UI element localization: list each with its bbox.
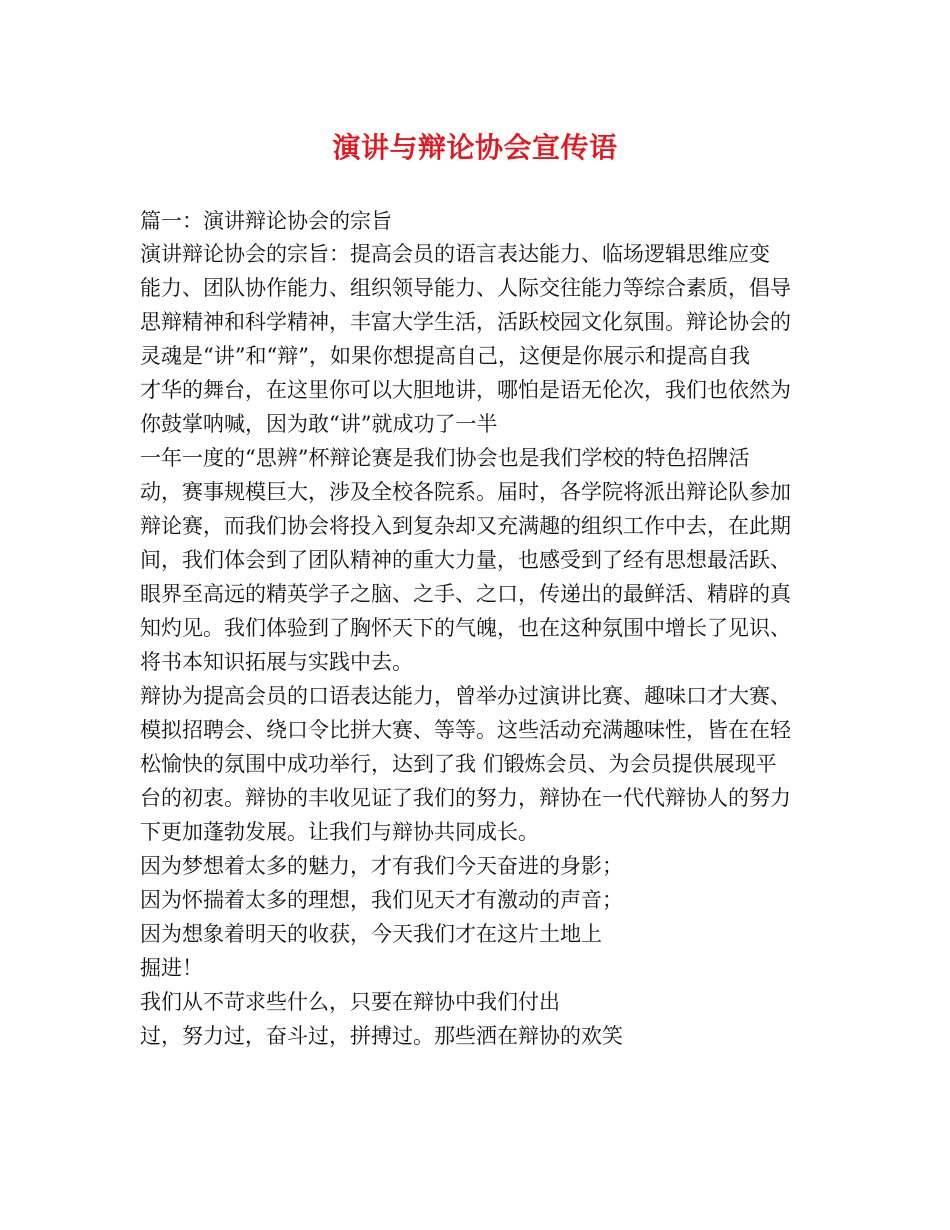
paragraph-line: 演讲辩论协会的宗旨：提高会员的语言表达能力、临场逻辑思维应变	[140, 242, 770, 266]
paragraph-line: 能力、团队协作能力、组织领导能力、人际交往能力等综合素质，倡导	[140, 276, 791, 300]
paragraph-line: 间，我们体会到了团队精神的重大力量，也感受到了经有思想最活跃、	[140, 548, 791, 572]
paragraph-line: 动，赛事规模巨大，涉及全校各院系。届时，各学院将派出辩论队参加	[140, 480, 791, 504]
paragraph-line: 松愉快的氛围中成功举行，达到了我 们锻炼会员、为会员提供展现平	[140, 752, 777, 776]
paragraph-line: 因为想象着明天的收获，今天我们才在这片土地上	[140, 922, 602, 946]
paragraph-line: 你鼓掌呐喊，因为敢“讲”就成功了一半	[140, 412, 498, 436]
paragraph-line: 因为梦想着太多的魅力，才有我们今天奋进的身影；	[140, 854, 623, 878]
paragraph-line: 辩协为提高会员的口语表达能力，曾举办过演讲比赛、趣味口才大赛、	[140, 684, 791, 708]
paragraph-line: 台的初衷。辩协的丰收见证了我们的努力，辩协在一代代辩协人的努力	[140, 786, 791, 810]
paragraph-line: 将书本知识拓展与实践中去。	[140, 650, 413, 674]
paragraph-line: 眼界至高远的精英学子之脑、之手、之口，传递出的最鲜活、精辟的真	[140, 582, 791, 606]
paragraph-line: 灵魂是“讲”和“辩”，如果你想提高自己，这便是你展示和提高自我	[140, 344, 750, 368]
document-title: 演讲与辩论协会宣传语	[332, 131, 618, 164]
paragraph-line: 下更加蓬勃发展。让我们与辩协共同成长。	[140, 820, 539, 844]
paragraph-line: 一年一度的“思辨”杯辩论赛是我们协会也是我们学校的特色招牌活	[140, 446, 750, 470]
paragraph-line: 模拟招聘会、绕口令比拼大赛、等等。这些活动充满趣味性，皆在在轻	[140, 718, 791, 742]
paragraph-line: 掘进！	[140, 956, 203, 980]
section-heading: 篇一：演讲辩论协会的宗旨	[140, 209, 392, 233]
paragraph-line: 知灼见。我们体验到了胸怀天下的气魄，也在这种氛围中增长了见识、	[140, 616, 791, 640]
paragraph-line: 思辩精神和科学精神，丰富大学生活，活跃校园文化氛围。辩论协会的	[140, 310, 791, 334]
paragraph-line: 我们从不苛求些什么，只要在辩协中我们付出	[140, 990, 560, 1014]
paragraph-line: 才华的舞台，在这里你可以大胆地讲，哪怕是语无伦次，我们也依然为	[140, 378, 791, 402]
paragraph-line: 过，努力过，奋斗过，拼搏过。那些洒在辩协的欢笑	[140, 1024, 623, 1048]
paragraph-line: 因为怀揣着太多的理想，我们见天才有激动的声音；	[140, 888, 623, 912]
paragraph-line: 辩论赛，而我们协会将投入到复杂却又充满趣的组织工作中去，在此期	[140, 514, 791, 538]
